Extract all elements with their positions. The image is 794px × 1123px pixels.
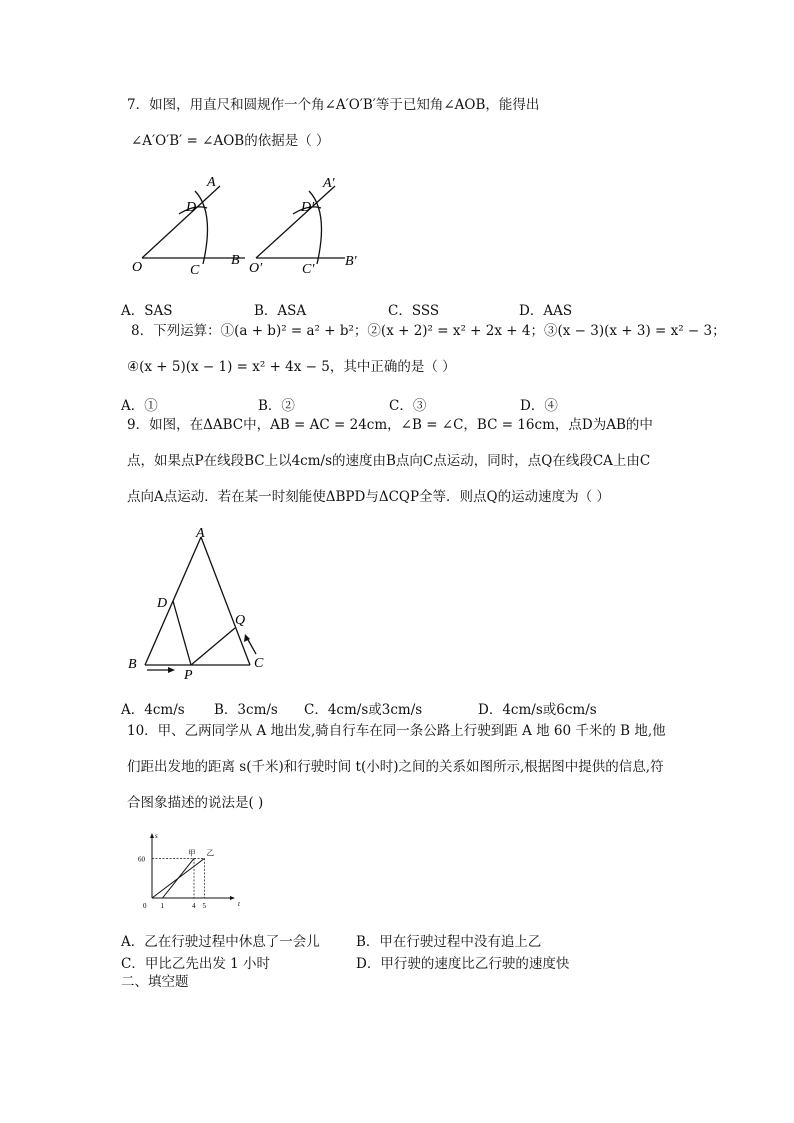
q10-option-b: B．甲在行驶过程中没有追上乙 — [356, 934, 542, 950]
series-label-jia: 甲 — [188, 848, 196, 858]
y-axis-arrow — [150, 833, 154, 838]
label-D1: D′ — [301, 200, 315, 215]
ray-OA — [142, 186, 220, 258]
q7-figure — [125, 172, 375, 282]
q8-option-d: D．④ — [520, 398, 558, 414]
label-A: A — [207, 175, 216, 190]
q9-option-d: D．4cm/s或6cm/s — [478, 702, 597, 718]
q7-figure-right — [256, 186, 345, 264]
label-P: P — [184, 668, 193, 683]
y-tick-60: 60 — [138, 855, 145, 864]
arc-CD — [195, 191, 208, 264]
q8-option-b: B．② — [258, 398, 295, 414]
label-C: C — [190, 263, 200, 278]
q9-stem-line1: 9．如图，在ΔABC中，AB = AC = 24cm，∠B = ∠C，BC = 16cm，点D为AB的中 — [127, 417, 653, 433]
series-line-1 — [152, 858, 205, 898]
label-A1: A′ — [323, 176, 335, 191]
label-Q: Q — [235, 613, 246, 628]
q7-option-b: B．ASA — [254, 303, 307, 319]
q7-figure-left — [142, 186, 245, 264]
q8-stem-line1: 8．下列运算：①(a + b)² = a² + b²；②(x + 2)² = x² + 2x + 4；③(x − 3)(x + 3) = x² − 3； — [131, 323, 726, 339]
label-D: D — [186, 200, 197, 215]
q9-option-c: C．4cm/s或3cm/s — [304, 702, 423, 718]
q10-option-a: A．乙在行驶过程中休息了一会儿 — [121, 934, 320, 950]
label-D: D — [157, 596, 168, 611]
q10-option-d: D．甲行驶的速度比乙行驶的速度快 — [356, 956, 570, 972]
q7-option-c: C．SSS — [388, 303, 440, 319]
x-axis-label: t — [238, 900, 240, 908]
label-O: O — [132, 260, 143, 275]
label-C: C — [254, 656, 264, 671]
x-tick-0: 0 — [143, 902, 147, 910]
series-label-yi: 乙 — [206, 848, 214, 858]
q10-stem-line2: 们距出发地的距离 s(千米)和行驶时间 t(小时)之间的关系如图所示,根据图中提供的信息,符 — [127, 759, 664, 775]
x-tick-4: 4 — [192, 902, 196, 910]
label-A: A — [196, 526, 205, 541]
q8-option-c: C．③ — [389, 398, 427, 414]
q10-chart — [128, 830, 238, 915]
label-B: B — [128, 657, 137, 672]
q7-option-a: A．SAS — [121, 303, 173, 319]
y-axis-label: s — [155, 832, 158, 840]
section-heading: 二、填空题 — [121, 974, 189, 990]
x-tick-1: 1 — [160, 902, 164, 910]
side-AC — [201, 537, 250, 665]
q8-stem-line2: ④(x + 5)(x − 1) = x² + 4x − 5，其中正确的是（ ） — [127, 359, 456, 375]
q7-option-d: D．AAS — [519, 303, 573, 319]
segment-PQ — [191, 628, 235, 665]
q9-stem-line3: 点向A点运动．若在某一时刻能使ΔBPD与ΔCQP全等．则点Q的运动速度为（ ） — [127, 489, 610, 505]
q9-figure — [120, 520, 280, 685]
x-axis-arrow — [230, 896, 235, 900]
q9-option-a: A．4cm/s — [121, 702, 185, 718]
q7-stem-line1: 7．如图，用直尺和圆规作一个角∠A′O′B′等于已知角∠AOB，能得出 — [127, 97, 540, 113]
arrow-C-to-Q-shaft — [247, 638, 256, 654]
q10-stem-line3: 合图象描述的说法是( ) — [127, 795, 264, 811]
q8-option-a: A．① — [121, 398, 158, 414]
x-tick-5: 5 — [202, 902, 206, 910]
ray-O1A1 — [256, 186, 335, 258]
q10-option-c: C．甲比乙先出发 1 小时 — [121, 956, 271, 972]
label-B1: B′ — [345, 254, 357, 269]
arrow-right-head — [168, 667, 175, 673]
q9-option-b: B．3cm/s — [214, 702, 278, 718]
label-C1: C′ — [302, 262, 315, 277]
label-O1: O′ — [249, 261, 263, 276]
segment-DP — [173, 601, 191, 665]
q7-stem-line2: ∠A′O′B′ = ∠AOB的依据是（ ） — [131, 133, 330, 149]
q9-stem-line2: 点，如果点P在线段BC上以4cm/s的速度由B点向C点运动，同时，点Q在线段CA上由C — [127, 453, 651, 469]
label-B: B — [231, 253, 240, 268]
q10-stem-line1: 10．甲、乙两同学从 A 地出发,骑自行车在同一条公路上行驶到距 A 地 60 千米的 B 地,他 — [127, 723, 666, 739]
